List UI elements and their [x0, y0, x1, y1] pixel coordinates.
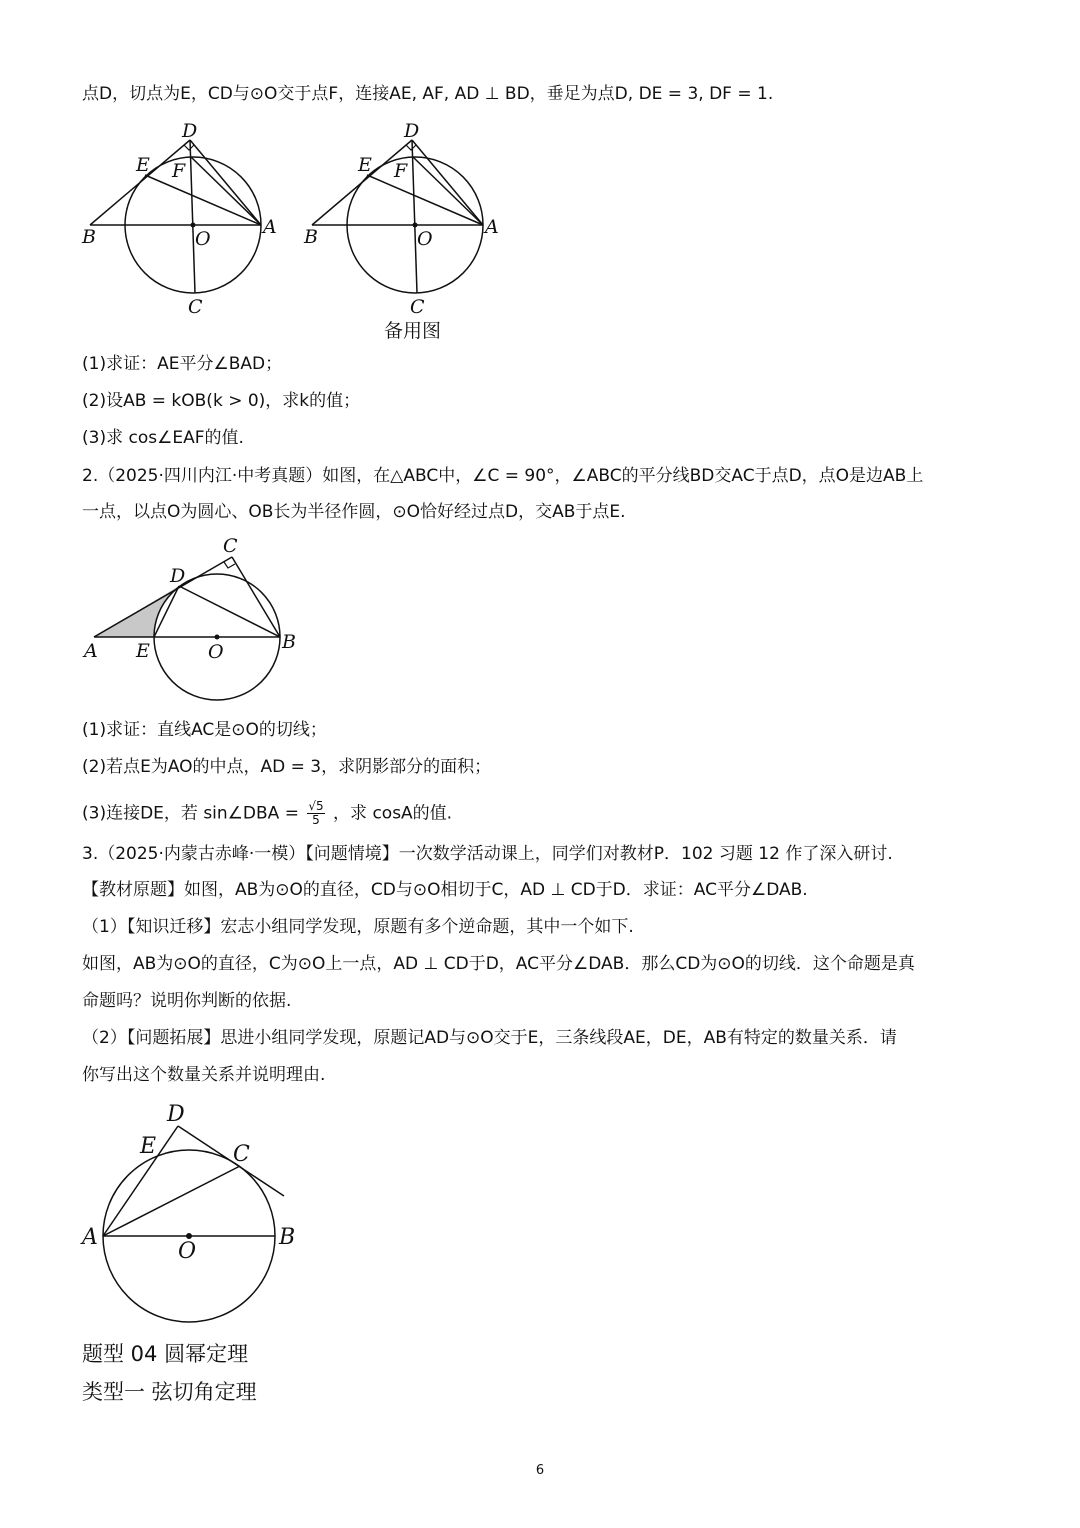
problem1-figure-backup [302, 115, 517, 320]
problem2-q3-suffix: ，求 cosA的值. [333, 803, 453, 824]
label-C: C [188, 296, 203, 318]
label-B: B [279, 1225, 296, 1250]
label-C: C [233, 1142, 250, 1167]
label-D: D [404, 120, 420, 142]
subtype-heading: 类型一 弦切角定理 [82, 1380, 257, 1404]
label-F: F [394, 160, 408, 182]
label-O: O [417, 228, 433, 250]
label-O: O [208, 641, 224, 663]
label-A: A [84, 640, 98, 662]
label-B: B [282, 631, 296, 653]
intro-line: 点D，切点为E，CD与⊙O交于点F，连接AE, AF, AD ⊥ BD，垂足为点D, DE = 3, DF = 1. [82, 84, 774, 104]
problem3-part1-line2: 如图，AB为⊙O的直径，C为⊙O上一点，AD ⊥ CD于D，AC平分∠DAB．那么CD为⊙O的切线．这个命题是真 [82, 954, 915, 974]
problem2-stem-line1: 2.（2025·四川内江·中考真题）如图，在△ABC中，∠C = 90°，∠ABC的平分线BD交AC于点D，点O是边AB上 [82, 466, 924, 486]
label-A: A [82, 1225, 98, 1250]
problem2-figure [80, 530, 310, 710]
fraction-numerator: √5 [308, 799, 324, 813]
label-E: E [136, 154, 150, 176]
problem3-part1-line1: （1）【知识迁移】宏志小组同学发现，原题有多个逆命题，其中一个如下. [82, 917, 634, 937]
label-E: E [140, 1134, 157, 1159]
problem1-figure-main [80, 115, 295, 320]
label-F: F [172, 160, 186, 182]
fraction [307, 800, 324, 827]
label-C: C [223, 535, 238, 557]
problem2-stem-line2: 一点，以点O为圆心、OB长为半径作圆，⊙O恰好经过点D，交AB于点E. [82, 502, 626, 522]
label-D: D [167, 1102, 185, 1127]
problem1-q2: (2)设AB = kOB(k > 0)，求k的值； [82, 391, 361, 411]
problem3-part2-line1: （2）【问题拓展】思进小组同学发现，原题记AD与⊙O交于E，三条线段AE，DE，AB有特定的数量关系．请 [82, 1028, 897, 1048]
problem3-stem-line1: 3.（2025·内蒙古赤峰·一模）【问题情境】一次数学活动课上，同学们对教材P．102 习题 12 作了深入研讨. [82, 844, 893, 864]
label-B: B [304, 226, 318, 248]
label-O: O [178, 1239, 197, 1264]
page-number: 6 [535, 1463, 545, 1478]
label-A: A [263, 216, 277, 238]
label-B: B [82, 226, 96, 248]
label-A: A [485, 216, 499, 238]
label-E: E [358, 154, 372, 176]
problem3-part1-line3: 命题吗？说明你判断的依据. [82, 991, 292, 1011]
problem2-q3-prefix: (3)连接DE，若 sin∠DBA = [82, 803, 299, 824]
label-D: D [170, 565, 186, 587]
label-C: C [410, 296, 425, 318]
problem1-q3: (3)求 cos∠EAF的值. [82, 428, 244, 448]
problem3-stem-line2: 【教材原题】如图，AB为⊙O的直径，CD与⊙O相切于C，AD ⊥ CD于D．求证：AC平分∠DAB. [82, 880, 808, 900]
label-E: E [136, 640, 150, 662]
problem2-q2: (2)若点E为AO的中点，AD = 3，求阴影部分的面积； [82, 757, 492, 777]
problem2-q1: (1)求证：直线AC是⊙O的切线； [82, 720, 327, 740]
problem2-q3 [82, 800, 452, 827]
backup-figure-caption: 备用图 [384, 320, 442, 342]
label-O: O [195, 228, 211, 250]
problem3-figure [78, 1098, 308, 1328]
type-heading: 题型 04 圆幂定理 [82, 1342, 249, 1366]
problem1-q1: (1)求证：AE平分∠BAD； [82, 354, 283, 374]
label-D: D [182, 120, 198, 142]
fraction-denominator: 5 [312, 813, 320, 827]
problem3-part2-line2: 你写出这个数量关系并说明理由. [82, 1065, 326, 1085]
